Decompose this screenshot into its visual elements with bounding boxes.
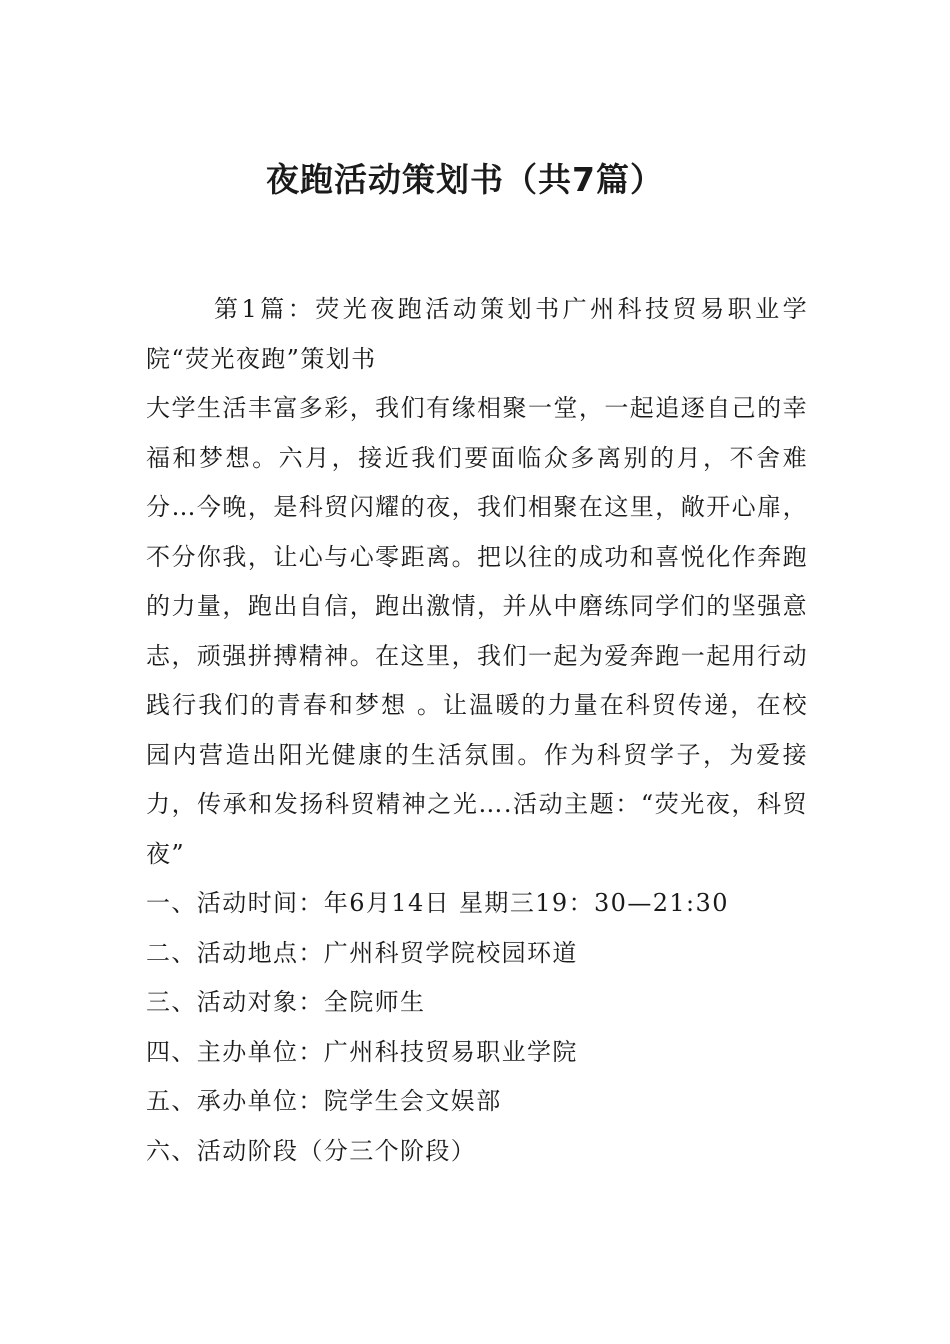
paragraph-intro-heading: 第1篇：荧光夜跑活动策划书广州科技贸易职业学院“荧光夜跑”策划书 [146, 295, 808, 373]
list-item-activity-time: 一、活动时间：年6月14日 星期三19：30—21:30 [146, 889, 729, 917]
paragraph-intro-body: 大学生活丰富多彩，我们有缘相聚一堂，一起追逐自己的幸福和梦想。六月，接近我们要面临众多离别的月，不舍难分…今晚，是科贸闪耀的夜，我们相聚在这里，敞开心扉，不分你我，让心与心零距离。把以往的成功和喜悦化作奔跑的力量，跑出自信，跑出激情，并从中磨练同学们的坚强意志，顽强拼搏精神。在这里，我们一起为爱奔跑一起用行动践行我们的青春和梦想 。让温暖的力量在科贸传递，在校园内营造出阳光健康的生活氛围。作为科贸学子，为爱接力，传承和发扬科贸精神之光….活动主题：“荧光夜，科贸夜” [146, 394, 808, 868]
list-item-activity-stages: 六、活动阶段（分三个阶段） [146, 1136, 477, 1165]
list-item-activity-audience: 三、活动对象：全院师生 [146, 988, 426, 1016]
list-item-activity-location: 二、活动地点：广州科贸学院校园环道 [146, 938, 578, 967]
list-item-executing-organizer: 五、承办单位：院学生会文娱部 [146, 1087, 502, 1115]
list-item-host-organizer: 四、主办单位：广州科技贸易职业学院 [146, 1037, 578, 1066]
document-body [146, 285, 808, 1176]
document-title: 夜跑活动策划书（共7篇） [266, 160, 664, 199]
